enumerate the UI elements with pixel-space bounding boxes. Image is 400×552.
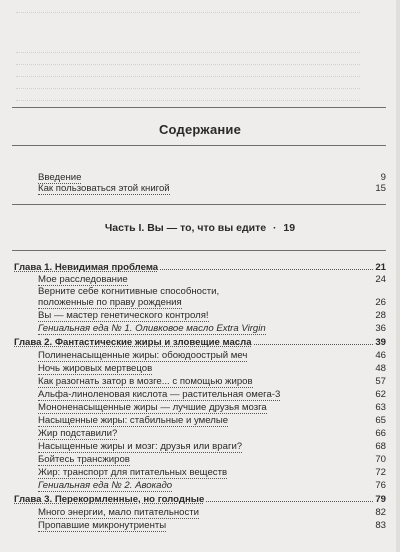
chapter-page: 39 xyxy=(375,337,386,348)
entry-label: Жир подставили? xyxy=(38,428,118,439)
bleed-through-text xyxy=(16,84,390,91)
toc-entry[interactable] xyxy=(38,389,386,401)
toc-entry[interactable] xyxy=(38,441,386,453)
toc-entry[interactable] xyxy=(38,467,386,479)
part-rule xyxy=(12,250,386,251)
leader-dots xyxy=(206,501,373,502)
entry-label: Жир: транспорт для питательных веществ xyxy=(38,467,228,478)
toc-entry[interactable] xyxy=(38,428,386,440)
title-rule xyxy=(12,145,386,146)
entry-page: 57 xyxy=(375,376,386,387)
page-title: Содержание xyxy=(158,122,242,137)
entry-label: Гениальная еда № 1. Оливковое масло Extra Virgin xyxy=(38,323,266,334)
entry-page: 63 xyxy=(375,402,386,413)
toc-entry[interactable] xyxy=(38,376,386,388)
toc-entry[interactable] xyxy=(38,297,386,309)
entry-page: 68 xyxy=(375,441,386,452)
entry-page: 36 xyxy=(375,323,386,334)
toc-entry[interactable] xyxy=(38,415,386,427)
entry-page: 72 xyxy=(375,467,386,478)
entry-page: 70 xyxy=(375,454,386,465)
part-separator: · xyxy=(272,222,277,234)
entry-page: 46 xyxy=(375,350,386,361)
entry-page: 24 xyxy=(375,274,386,285)
top-rule xyxy=(12,107,386,108)
toc-entry-genius-food[interactable] xyxy=(38,323,386,335)
entry-page: 28 xyxy=(375,310,386,321)
bleed-through-text xyxy=(16,48,390,55)
entry-label: положенные по праву рождения xyxy=(38,297,182,308)
bleed-through-text xyxy=(16,96,390,103)
entry-label: Гениальная еда № 2. Авокадо xyxy=(38,480,173,491)
bleed-through-text xyxy=(16,72,390,79)
toc-entry[interactable] xyxy=(38,454,386,466)
entry-label: Вы — мастер генетического контроля! xyxy=(38,310,209,321)
entry-label: Пропавшие микронутриенты xyxy=(38,520,167,531)
chapter-label: Глава 3. Перекормленные, но голодные xyxy=(14,494,205,505)
entry-page: 76 xyxy=(375,480,386,491)
chapter-page: 21 xyxy=(375,262,386,273)
toc-entry-how-to-use[interactable] xyxy=(38,183,386,195)
entry-label: Бойтесь трансжиров xyxy=(38,454,130,465)
entry-label: Насыщенные жиры: стабильные и умелые xyxy=(38,415,229,426)
chapter-label: Глава 1. Невидимая проблема xyxy=(14,262,159,273)
entry-label: Введение xyxy=(38,172,82,183)
bleed-through-text xyxy=(16,8,390,15)
entry-label: Ночь жировых мертвецов xyxy=(38,363,153,374)
leader-dots xyxy=(160,269,373,270)
entry-label: Как разогнать затор в мозге... с помощью жиров xyxy=(38,376,253,387)
page-gutter xyxy=(396,0,400,552)
entry-label: Насыщенные жиры и мозг: друзья или враги? xyxy=(38,441,243,452)
entry-page: 26 xyxy=(375,297,386,308)
toc-entry[interactable] xyxy=(38,363,386,375)
toc-chapter-1[interactable] xyxy=(14,262,386,273)
part-title: Часть I. Вы — то, что вы едите xyxy=(104,222,267,234)
toc-entry[interactable] xyxy=(38,310,386,322)
part-heading[interactable] xyxy=(0,222,400,234)
toc-entry[interactable] xyxy=(38,507,386,519)
entry-page: 66 xyxy=(375,428,386,439)
chapter-page: 79 xyxy=(375,494,386,505)
entry-label: Полиненасыщенные жиры: обоюдоострый меч xyxy=(38,350,248,361)
entry-label: Много энергии, мало питательности xyxy=(38,507,200,518)
entry-page: 15 xyxy=(375,183,386,194)
entry-label: Мононенасыщенные жиры — лучшие друзья мозга xyxy=(38,402,267,413)
part-page: 19 xyxy=(283,222,296,234)
bleed-through-text xyxy=(16,60,390,67)
entry-label: Альфа-линоленовая кислота — растительная омега-3 xyxy=(38,389,281,400)
entry-page: 48 xyxy=(375,363,386,374)
section-rule xyxy=(12,204,386,205)
entry-page: 82 xyxy=(375,507,386,518)
entry-page: 65 xyxy=(375,415,386,426)
entry-label: Как пользоваться этой книгой xyxy=(38,183,170,194)
toc-chapter-3[interactable] xyxy=(14,494,386,505)
entry-label-line1: Верните себе когнитивные способности, xyxy=(38,286,220,297)
entry-page: 83 xyxy=(375,520,386,531)
toc-entry[interactable] xyxy=(38,274,386,286)
entry-page: 9 xyxy=(380,172,386,183)
toc-entry[interactable] xyxy=(38,402,386,414)
toc-entry[interactable] xyxy=(38,520,386,532)
entry-page: 62 xyxy=(375,389,386,400)
leader-dots xyxy=(254,344,374,345)
chapter-label: Глава 2. Фантастические жиры и зловещие масла xyxy=(14,337,252,348)
toc-entry[interactable] xyxy=(38,350,386,362)
toc-chapter-2[interactable] xyxy=(14,337,386,348)
toc-entry-genius-food[interactable] xyxy=(38,480,386,492)
entry-label: Мое расследование xyxy=(38,274,128,285)
